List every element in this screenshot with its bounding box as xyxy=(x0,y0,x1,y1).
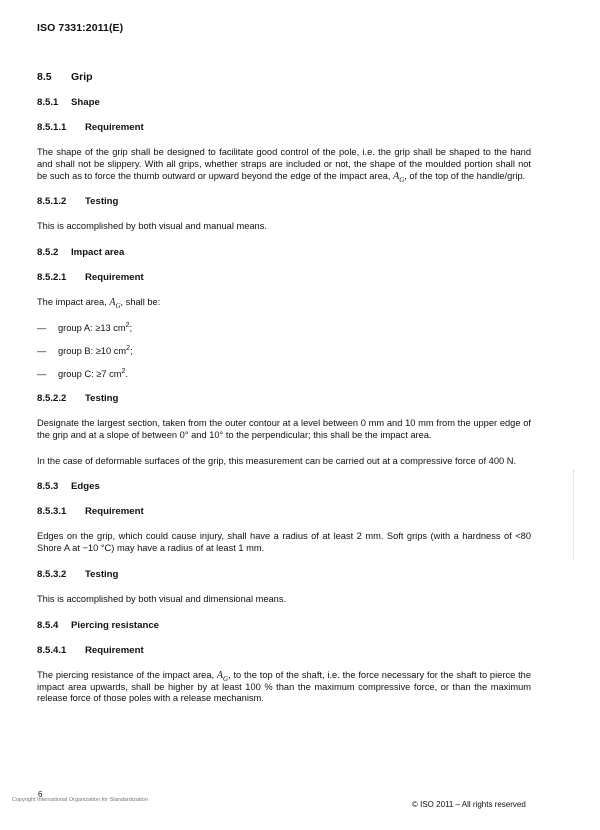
heading-8-5-2-2 xyxy=(37,393,531,404)
symbol-letter: A xyxy=(109,297,116,309)
heading-title: Requirement xyxy=(85,272,144,284)
heading-8-5-1 xyxy=(37,97,531,108)
heading-title: Testing xyxy=(85,568,119,580)
impact-area-group-list xyxy=(37,323,531,379)
heading-title: Requirement xyxy=(85,122,144,133)
heading-title: Requirement xyxy=(85,644,144,656)
text-run: The shape of the grip shall be designed to facilitate good control of the pole, i.e. the grip shall be shaped to the hand and shall not be slippery. With all grips, whether straps are included or not, the shape of the moulded portion shall not be such as to force the thumb outward or upward beyond the edge of the impact area, xyxy=(37,147,531,181)
symbol-letter: A xyxy=(216,669,224,681)
dash-bullet: — xyxy=(37,345,47,356)
heading-title: Testing xyxy=(85,392,119,404)
heading-number: 8.5.2 xyxy=(37,247,59,259)
section-title: Grip xyxy=(71,71,93,83)
heading-number: 8.5.3.1 xyxy=(37,506,67,518)
list-item xyxy=(37,323,531,333)
text-run: group B: ≥10 cm xyxy=(58,345,127,356)
heading-number: 8.5.2.1 xyxy=(37,272,67,284)
superscript: 2 xyxy=(126,344,131,352)
heading-title: Shape xyxy=(71,97,100,108)
heading-8-5-2 xyxy=(37,247,531,258)
heading-8-5-2-1 xyxy=(37,272,531,283)
text-run: . xyxy=(125,368,128,379)
heading-title: Edges xyxy=(71,481,100,493)
paragraph-impact-area-intro xyxy=(37,297,531,309)
text-run: ; xyxy=(130,345,133,356)
text-run: group A: ≥13 cm xyxy=(58,322,126,333)
dash-bullet: — xyxy=(37,368,47,379)
paragraph-edges-requirement: Edges on the grip, which could cause injury, shall have a radius of at least 2 mm. Soft grips (with a hardness of <80 Shore A at −10 °C) may have a radius of at least 1 mm. xyxy=(37,531,531,554)
heading-number: 8.5.4 xyxy=(37,619,59,631)
footer-left xyxy=(12,790,148,803)
paragraph-edges-testing: This is accomplished by both visual and dimensional means. xyxy=(37,593,287,604)
symbol-impact-area xyxy=(109,297,121,311)
heading-number: 8.5.1.1 xyxy=(37,122,67,133)
symbol-letter: A xyxy=(393,170,400,182)
text-run: , of the top of the handle/grip. xyxy=(404,170,526,181)
text-run: , to the top of the shaft, i.e. the force necessary for the shaft to pierce the impact area upwards, shall be higher by at least 100 % than the maximum compressive force, or than the maximum release force of those poles with a release mechanism. xyxy=(37,669,531,704)
list-item-text xyxy=(58,369,128,379)
text-run: group C: ≥7 cm xyxy=(58,368,122,379)
heading-number: 8.5.2.2 xyxy=(37,392,67,404)
list-item xyxy=(37,346,531,356)
symbol-impact-area xyxy=(217,670,228,681)
paragraph-shape-testing: This is accomplished by both visual and manual means. xyxy=(37,221,267,232)
symbol-subscript: G xyxy=(115,302,121,311)
page-number: 6 xyxy=(38,790,43,799)
text-run: , shall be: xyxy=(120,297,161,308)
heading-8-5-4-1 xyxy=(37,645,531,656)
heading-number: 8.5.3 xyxy=(37,481,59,493)
symbol-subscript: G xyxy=(223,674,229,683)
heading-8-5-3 xyxy=(37,481,531,492)
dash-bullet: — xyxy=(37,322,47,333)
document-id-header: ISO 7331:2011(E) xyxy=(37,22,124,34)
paragraph-impact-area-testing-1: Designate the largest section, taken from the outer contour at a level between 0 mm and 10 mm from the upper edge of the grip and at a slope of between 0° and 10° to the perpendicular; this shall be the impact area. xyxy=(37,417,531,440)
text-run: ; xyxy=(129,322,133,333)
paragraph-piercing-requirement xyxy=(37,670,531,705)
heading-number: 8.5.1.2 xyxy=(37,196,67,208)
heading-title: Testing xyxy=(85,196,119,208)
heading-8-5-3-1 xyxy=(37,506,531,517)
heading-title: Impact area xyxy=(71,247,125,259)
heading-8-5-3-2 xyxy=(37,569,531,580)
footer-copyright: © ISO 2011 – All rights reserved xyxy=(412,800,526,809)
document-body xyxy=(37,71,531,719)
copyright-notice: Copyright International Organization for Standardization xyxy=(12,797,148,803)
heading-8-5-1-2 xyxy=(37,196,531,207)
section-heading-8-5 xyxy=(37,71,531,83)
paragraph-impact-area-testing-2: In the case of deformable surfaces of the grip, this measurement can be carried out at a compressive force of 400 N. xyxy=(37,455,517,466)
list-item xyxy=(37,369,531,379)
heading-8-5-1-1 xyxy=(37,122,531,133)
heading-number: 8.5.4.1 xyxy=(37,644,67,656)
superscript: 2 xyxy=(121,367,126,375)
symbol-impact-area xyxy=(393,171,404,182)
section-number: 8.5 xyxy=(37,71,52,83)
superscript: 2 xyxy=(125,321,130,329)
list-item-text xyxy=(58,323,132,333)
heading-8-5-4 xyxy=(37,620,531,631)
list-item-text xyxy=(58,346,133,356)
margin-dotted-line xyxy=(573,470,575,560)
heading-number: 8.5.3.2 xyxy=(37,568,67,580)
symbol-subscript: G xyxy=(399,175,405,184)
heading-title: Piercing resistance xyxy=(71,619,159,631)
heading-number: 8.5.1 xyxy=(37,97,59,108)
text-run: The impact area, xyxy=(37,297,110,308)
heading-title: Requirement xyxy=(85,506,144,518)
paragraph-shape-requirement xyxy=(37,147,531,182)
text-run: The piercing resistance of the impact area, xyxy=(37,669,217,680)
